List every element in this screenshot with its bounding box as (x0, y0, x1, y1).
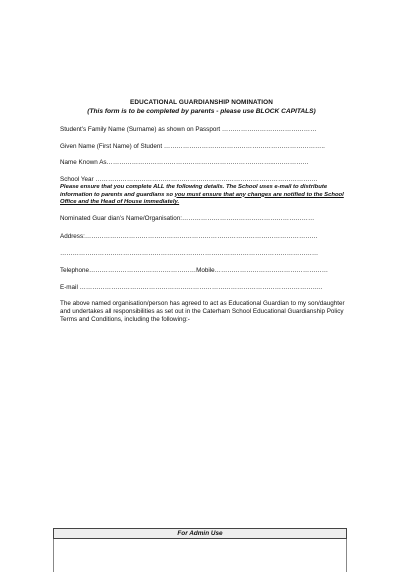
known-as-field[interactable]: Name Known As……………………………………………………………………....…………… (60, 159, 309, 166)
notice-text: Please ensure that you complete ALL the following details. The School uses e-mail to distribute information to parents and guardians so (60, 184, 328, 198)
form-title: EDUCATIONAL GUARDIANSHIP NOMINATION (130, 99, 273, 106)
family-name-field[interactable]: Student’s Family Name (Surname) as shown on Passport ……………………………………… (60, 126, 317, 133)
telephone-mobile-field[interactable]: Telephone……………………………………………Mobile……………………………………………… (60, 267, 329, 274)
agreement-paragraph: The above named organisation/person has agreed to act as Educational Guardian to my son/daughter and undertakes all responsibilities as set out in the Caterham School Educational Guardianship Policy Terms and Conditions, including the following:- (60, 300, 345, 324)
email-field[interactable]: E-mail …………………………………………………………………………………………………….. (60, 284, 323, 291)
admin-use-header (53, 528, 347, 539)
form-subtitle: (This form is to be completed by parents - please use BLOCK CAPITALS) (87, 108, 316, 115)
notice-underlined-text: you must ensure that any changes are notified to the School Office and the Head of House immediately. (60, 191, 344, 206)
admin-use-label: For Admin Use (177, 530, 223, 537)
address-field-line-1[interactable]: Address:………………………………………………………………………………………………… (60, 233, 318, 240)
admin-use-area (53, 539, 347, 572)
address-field-line-2[interactable]: …………………………………………………………………………………………………………… (60, 250, 319, 257)
school-year-field[interactable]: School Year ……………………………………………………………………………………………. (60, 176, 318, 183)
guardian-name-field[interactable]: Nominated Guar dian’s Name/Organisation:……………………………………………………… (60, 215, 315, 222)
contact-notice (60, 184, 345, 207)
given-name-field[interactable]: Given Name (First Name) of Student ………………………………………………………………….. (60, 143, 325, 150)
